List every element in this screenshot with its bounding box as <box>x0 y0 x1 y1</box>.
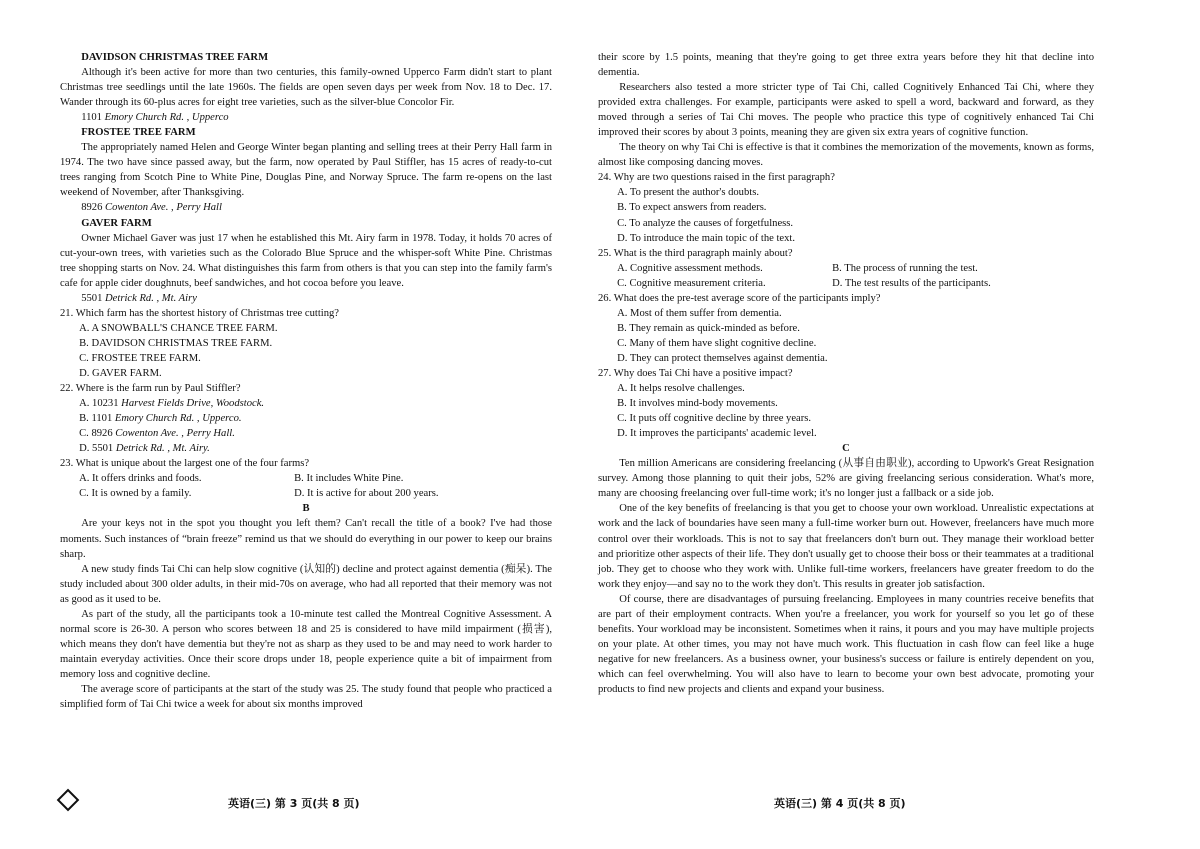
page-footer-right: 英语(三) 第 4 页(共 8 页) <box>774 797 906 810</box>
frostee-address <box>60 200 552 215</box>
option-number: A. 10231 <box>79 398 119 410</box>
q25-options-row-2 <box>598 276 1094 291</box>
q23-option-d: D. It is active for about 200 years. <box>294 488 439 500</box>
q22-option-d <box>60 441 552 456</box>
q21-option-c: C. FROSTEE TREE FARM. <box>79 352 201 364</box>
gaver-address <box>60 291 552 306</box>
q27-option-c: C. It puts off cognitive decline by three years. <box>617 413 812 425</box>
option-street: Detrick Rd. , Mt. Airy. <box>115 443 210 455</box>
passage-c-paragraph-2: One of the key benefits of freelancing is that you get to choose your own workload. Unrealistic expectations at work and the lack of boundaries have seen many a full-time worker burn out. However, freelancers have much more control over their workloads. This is not to say that freelancers don't burn out. They manage their workload better and prioritize other aspects of their life. They don't usually get to choose their boss or their teammates at a traditional job. They get to choose who they work with. Unlike full-time workers, freelancers have greater freedom to do the work they enjoy—and say no to the work they don't. This results in greater job satisfaction. <box>598 503 1094 590</box>
passage-b-paragraph-theory: The theory on why Tai Chi is effective is that it combines the memorization of the movements, known as forms, almost like composing dancing moves. <box>598 142 1094 169</box>
q22-option-a <box>60 396 552 411</box>
option-street: Emory Church Rd. , Upperco. <box>114 413 242 425</box>
q23-option-b: B. It includes White Pine. <box>294 473 404 485</box>
option-number: D. 5501 <box>79 443 114 455</box>
passage-b-paragraph-1: Are your keys not in the spot you thought you left them? Can't recall the title of a book? I've had those moments. Such instances of “brain freeze” remind us that we should do everything in our power to keep our brains sharp. <box>60 518 552 560</box>
address-street: Emory Church Rd. , Upperco <box>104 112 229 124</box>
option-number: B. 1101 <box>79 413 113 425</box>
passage-b-continuation: their score by 1.5 points, meaning that they're going to get three extra years before they hit that decline into dementia. <box>598 52 1094 79</box>
q23-option-a: A. It offers drinks and foods. <box>79 473 202 485</box>
left-column <box>60 50 552 712</box>
diamond-icon <box>57 789 80 812</box>
q26-option-d: D. They can protect themselves against dementia. <box>617 352 828 364</box>
option-number: C. 8926 <box>79 428 113 440</box>
q21-option-a: A. A SNOWBALL'S CHANCE TREE FARM. <box>79 322 278 334</box>
q23-options-row-1 <box>60 471 552 486</box>
q24-option-d: D. To introduce the main topic of the text. <box>617 232 796 244</box>
q22-option-c <box>60 426 552 441</box>
address-number: 8926 <box>81 202 103 214</box>
q21-option-d: D. GAVER FARM. <box>79 367 162 379</box>
section-c-label: C <box>842 443 850 455</box>
q27-option-b: B. It involves mind-body movements. <box>617 398 778 410</box>
q26-option-a: A. Most of them suffer from dementia. <box>617 307 782 319</box>
option-street: Cowenton Ave. , Perry Hall. <box>115 428 235 440</box>
q27-option-d: D. It improves the participants' academic level. <box>617 428 817 440</box>
gaver-heading: GAVER FARM <box>81 217 152 229</box>
frostee-body: The appropriately named Helen and George Winter began planting and selling trees at their Perry Hall farm in 1974. The two have since passed away, but the farm, now operated by Paul Stiffler, has 15 acres of ready-to-cut trees ranging from Scotch Pine to White Pine, Douglas Pine, and Norway Spruce. The farm re-opens on the last weekend of November, after Thanksgiving. <box>60 142 552 199</box>
page-footer-left: 英语(三) 第 3 页(共 8 页) <box>228 797 360 810</box>
q25-option-c: C. Cognitive measurement criteria. <box>617 277 766 289</box>
q25-stem: 25. What is the third paragraph mainly about? <box>598 247 793 259</box>
passage-c-paragraph-3: Of course, there are disadvantages of pursuing freelancing. Employees in many countries receive benefits that are part of their employment contracts. When you're a freelancer, you work for yourself so you let go of these benefits. Your workload may be inconsistent. Sometimes when it rains, it pours and you may have multiple projects on your plate. At other times, you may not have much work. This fluctuation in cash flow can feel like a huge negative for new freelancers. As a business owner, your business's success or failure is entirely dependent on you, which can feel overwhelming. You will also have to learn to become your own best advocate, promoting your products to find new projects and clients and expand your business. <box>598 593 1094 695</box>
q21-stem: 21. Which farm has the shortest history of Christmas tree cutting? <box>60 307 340 319</box>
q24-option-a: A. To present the author's doubts. <box>617 187 759 199</box>
q25-options-row-1 <box>598 261 1094 276</box>
q23-stem: 23. What is unique about the largest one of the four farms? <box>60 458 310 470</box>
q24-option-b: B. To expect answers from readers. <box>617 202 767 214</box>
davidson-heading: DAVIDSON CHRISTMAS TREE FARM <box>81 52 269 63</box>
passage-b-paragraph-2: A new study finds Tai Chi can help slow cognitive (认知的) decline and protect against dementia (痴呆). The study included about 300 older adults, in their mid-70s on average, who had all reported that their memory was not as good as it used to be. <box>60 563 552 605</box>
passage-b-paragraph-3: As part of the study, all the participants took a 10-minute test called the Montreal Cognitive Assessment. A normal score is 26-30. A person who scores between 18 and 25 is considered to have mild impairment (损害), which means they don't have dementia but they're not as sharp as they used to be and may need to work harder to maintain everyday activities. Once their score drops under 18, people experience quite a bit of impairment from memory loss and cognitive decline. <box>60 608 552 680</box>
q23-options-row-2 <box>60 486 552 501</box>
davidson-body: Although it's been active for more than two centuries, this family-owned Upperco Farm didn't start to plant Christmas tree seedlings until the late 1960s. The fields are open seven days per week from Nov. 18 to Dec. 17. Wander through its 60-plus acres for eight tree varieties, such as the silver-blue Concolor Fir. <box>60 67 552 109</box>
page-edge <box>0 0 14 849</box>
passage-b-paragraph-researchers: Researchers also tested a more stricter type of Tai Chi, called Cognitively Enhanced Tai Chi, where they provided extra challenges. For example, participants were asked to spell a word, backward and forward, as they moved through a series of Tai Chi moves. The people who practice this type of cognitively enhanced Tai Chi improved their scores by about 3 points, meaning they are given six extra years of cognitive function. <box>598 82 1094 139</box>
frostee-heading: FROSTEE TREE FARM <box>81 127 196 139</box>
q26-option-c: C. Many of them have slight cognitive decline. <box>617 337 817 349</box>
section-b-label: B <box>302 503 310 515</box>
passage-b-paragraph-4: The average score of participants at the start of the study was 25. The study found that people who practiced a simplified form of Tai Chi twice a week for about six months improved <box>60 683 552 711</box>
passage-c-paragraph-1: Ten million Americans are considering freelancing (从事自由职业), according to Upwork's Great Resignation survey. Among those planning to quit their jobs, 52% are giving freelancing serious consideration. What's more, many are choosing freelancing over full-time work; it's no longer just a fallback or a side job. <box>598 458 1094 500</box>
q21-option-b: B. DAVIDSON CHRISTMAS TREE FARM. <box>79 337 273 349</box>
q26-option-b: B. They remain as quick-minded as before. <box>617 322 800 334</box>
q25-option-a: A. Cognitive assessment methods. <box>617 262 763 274</box>
address-number: 5501 <box>81 292 103 304</box>
q26-stem: 26. What does the pre-test average score of the participants imply? <box>598 292 881 304</box>
q27-option-a: A. It helps resolve challenges. <box>617 383 745 395</box>
davidson-address <box>60 110 552 125</box>
address-street: Detrick Rd. , Mt. Airy <box>105 292 197 304</box>
q23-option-c: C. It is owned by a family. <box>79 488 192 500</box>
q24-stem: 24. Why are two questions raised in the first paragraph? <box>598 172 835 184</box>
q25-option-b: B. The process of running the test. <box>832 262 978 274</box>
q22-option-b <box>60 411 552 426</box>
option-street: Harvest Fields Drive, Woodstock. <box>121 398 265 410</box>
right-column <box>598 50 1094 697</box>
q22-stem: 22. Where is the farm run by Paul Stiffler? <box>60 383 241 395</box>
q25-option-d: D. The test results of the participants. <box>832 277 991 289</box>
q27-stem: 27. Why does Tai Chi have a positive impact? <box>598 367 793 379</box>
gaver-body: Owner Michael Gaver was just 17 when he established this Mt. Airy farm in 1978. Today, it holds 70 acres of cut-your-own trees, with varieties such as the Colorado Blue Spruce and the whisper-soft White Pine. Christmas tree shopping starts on Nov. 24. What distinguishes this farm from others is that you can step into the family farm's cafe for apple cider doughnuts, beef sandwiches, and hot cocoa before you leave. <box>60 232 552 289</box>
address-street: Cowenton Ave. , Perry Hall <box>105 202 222 214</box>
q24-option-c: C. To analyze the causes of forgetfulness. <box>617 217 794 229</box>
address-number: 1101 <box>81 112 102 124</box>
